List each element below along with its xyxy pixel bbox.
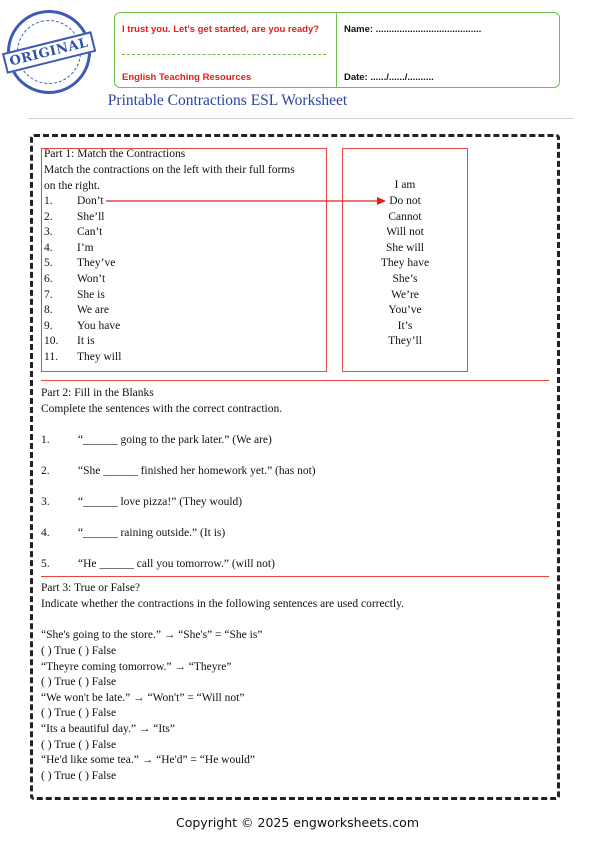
list-item-number: 8. — [44, 304, 53, 317]
section-divider — [41, 576, 549, 577]
list-item: They’ve — [77, 257, 116, 270]
fill-blank-number: 4. — [41, 527, 50, 539]
true-false-sentence: “Theyre coming tomorrow.” → “Theyre” — [41, 661, 232, 673]
matching-arrow — [100, 194, 390, 208]
true-false-options[interactable]: ( ) True ( ) False — [41, 645, 117, 657]
title-divider — [28, 118, 574, 119]
list-item: She’ll — [77, 210, 105, 223]
fill-blank-sentence: “______ going to the park later.” (We are) — [78, 434, 272, 446]
fill-blank-sentence: “He ______ call you tomorrow.” (will not) — [78, 558, 275, 570]
list-item: It is — [77, 335, 95, 348]
part3-instruction: Indicate whether the contractions in the following sentences are used correctly. — [41, 598, 404, 610]
part1-instruction-line2: on the right. — [44, 180, 100, 192]
copyright-footer: Copyright © 2025 engworksheets.com — [175, 815, 419, 830]
name-field-label: Name: ........................................ — [344, 24, 482, 35]
header-brand: English Teaching Resources — [122, 72, 252, 83]
part2-heading: Part 2: Fill in the Blanks — [41, 387, 154, 399]
true-false-sentence: “She's going to the store.” → “She's” = “She is” — [41, 629, 263, 641]
fill-blank-sentence: “______ raining outside.” (It is) — [78, 527, 226, 539]
full-form-item: They’ll — [388, 335, 422, 348]
list-item-number: 9. — [44, 319, 53, 332]
true-false-sentence: “Its a beautiful day.” → “Its” — [41, 723, 176, 735]
full-form-item: You’ve — [388, 304, 422, 317]
section-divider — [41, 380, 549, 381]
full-form-item: They have — [380, 257, 430, 270]
full-form-item: We’re — [391, 288, 419, 301]
part1-instruction-line1: Match the contractions on the left with their full forms — [44, 164, 295, 176]
fill-blank-sentence: “______ love pizza!” (They would) — [78, 496, 243, 508]
list-item: You have — [77, 319, 121, 332]
header-divider — [336, 13, 337, 87]
list-item-number: 10. — [44, 335, 59, 348]
full-form-item: Cannot — [388, 210, 422, 223]
header-tagline: I trust you. Let's get started, are you ready? — [122, 24, 320, 35]
list-item-number: 11. — [44, 351, 58, 363]
date-field-label: Date: ....../....../.......... — [344, 72, 434, 83]
true-false-options[interactable]: ( ) True ( ) False — [41, 707, 117, 719]
fill-blank-number: 3. — [41, 496, 50, 508]
part2-instruction: Complete the sentences with the correct contraction. — [41, 403, 283, 415]
list-item-number: 3. — [44, 226, 53, 239]
list-item: I’m — [77, 241, 94, 254]
list-item-number: 7. — [44, 288, 53, 301]
list-item-number: 4. — [44, 241, 53, 254]
true-false-sentence: “He'd like some tea.” → “He'd” = “He would” — [41, 754, 256, 766]
part3-heading: Part 3: True or False? — [41, 582, 141, 594]
full-form-item: I am — [394, 179, 416, 192]
true-false-options[interactable]: ( ) True ( ) False — [41, 770, 117, 782]
list-item: We are — [77, 304, 109, 317]
list-item: Don’t — [77, 195, 104, 207]
list-item: She is — [77, 288, 105, 301]
fill-blank-number: 5. — [41, 558, 50, 570]
full-form-item: She will — [385, 241, 424, 254]
full-form-item: She’s — [392, 273, 418, 285]
full-form-item: Will not — [386, 226, 424, 239]
true-false-sentence: “We won't be late.” → “Won't” = “Will not” — [41, 692, 245, 704]
stamp-label: ORIGINAL — [2, 31, 97, 74]
fill-blank-sentence: “She ______ finished her homework yet.” (has not) — [78, 465, 316, 477]
header-dashed-line — [122, 54, 326, 55]
part1-heading: Part 1: Match the Contractions — [44, 148, 186, 160]
fill-blank-number: 1. — [41, 434, 50, 446]
page-title: Printable Contractions ESL Worksheet — [107, 92, 348, 109]
list-item-number: 1. — [44, 195, 53, 207]
original-stamp — [0, 1, 100, 103]
list-item-number: 6. — [44, 273, 53, 285]
fill-blank-number: 2. — [41, 465, 50, 477]
full-form-item: It’s — [397, 319, 413, 332]
true-false-options[interactable]: ( ) True ( ) False — [41, 739, 117, 751]
list-item: They will — [77, 351, 122, 363]
full-form-item: Do not — [389, 195, 421, 207]
list-item-number: 5. — [44, 257, 53, 270]
list-item-number: 2. — [44, 210, 53, 223]
list-item: Can’t — [77, 226, 103, 239]
list-item: Won’t — [77, 273, 106, 285]
true-false-options[interactable]: ( ) True ( ) False — [41, 676, 117, 688]
